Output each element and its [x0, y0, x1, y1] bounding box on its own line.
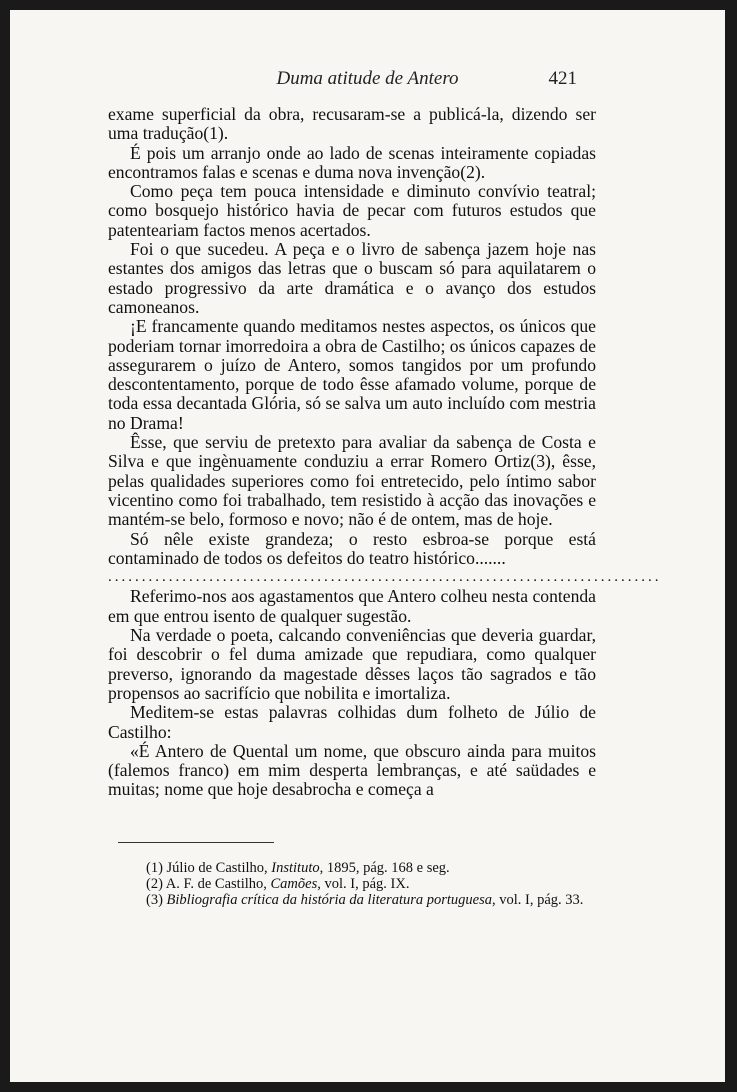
paragraph: Foi o que sucedeu. A peça e o livro de sabença jazem hoje nas estantes dos amigos das letras que o buscam só para aquilatarem o estado progressivo da arte dramática e o avanço dos estudos camoneanos.: [108, 239, 596, 317]
footnote: [118, 892, 596, 908]
paragraph: Meditem-se estas palavras colhidas dum folheto de Júlio de Castilho:: [108, 702, 596, 742]
paragraph: É pois um arranjo onde ao lado de scenas inteiramente copiadas encontramos falas e scenas e duma nova invenção(2).: [108, 142, 596, 182]
footnote-text: , vol. I, pág. 33.: [492, 892, 584, 908]
footnote-title: Instituto: [271, 860, 320, 876]
footnote-text: , vol. I, pág. IX.: [317, 876, 410, 892]
paragraph: Referimo-nos aos agastamentos que Antero colheu nesta contenda em que entrou isento de qualquer sugestão.: [108, 586, 596, 626]
footnote-rule: [118, 842, 274, 843]
footnote-title: Bibliografia crítica da história da literatura portuguesa: [166, 892, 492, 908]
ellipsis-line: ..................................................................................: [108, 569, 662, 586]
footnote: [118, 860, 596, 876]
footnote: [118, 876, 596, 892]
running-title: Duma atitude de Antero: [276, 68, 459, 89]
paragraph: Na verdade o poeta, calcando conveniências que deveria guardar, foi descobrir o fel duma amizade que repudiara, como qualquer preverso, ignorando da magestade dêsses laços tão sagrados e tão propensos ao sacrifício que nobilita e imortaliza.: [108, 625, 596, 703]
page-number: 421: [548, 68, 577, 89]
paragraph: Como peça tem pouca intensidade e diminuto convívio teatral; como bosquejo histórico havia de pecar com futuros estudos que patenteariam factos menos acertados.: [108, 181, 596, 240]
paragraph: exame superficial da obra, recusaram-se a publicá-la, dizendo ser uma tradução(1).: [108, 104, 596, 144]
footnote-text: , 1895, pág. 168 e seg.: [319, 860, 450, 876]
footnote-title: Camões: [270, 876, 318, 892]
body-text: [108, 104, 662, 800]
footnote-text: (3): [146, 892, 167, 908]
paragraph: «É Antero de Quental um nome, que obscuro ainda para muitos (falemos franco) em mim desperta lembranças, e até saüdades e muitas; nome que hoje desabrocha e começa a: [108, 740, 596, 800]
paragraph: Só nêle existe grandeza; o resto esbroa-se porque está contaminado de todos os defeitos do teatro histórico.......: [108, 528, 596, 568]
footnote-text: (2) A. F. de Castilho,: [146, 876, 271, 892]
running-head: [10, 68, 725, 92]
book-page: [10, 10, 725, 1082]
footnote-text: (1) Júlio de Castilho,: [146, 860, 272, 876]
paragraph: Êsse, que serviu de pretexto para avaliar da sabença de Costa e Silva e que ingènuamente conduziu a errar Romero Ortiz(3), êsse, pelas qualidades superiores como foi entretecido, pelo íntimo sabor vicentino como foi trabalhado, tem resistido à acção das inovações e mantém-se belo, formoso e novo; não é de ontem, mas de hoje.: [108, 432, 596, 530]
paragraph: ¡E francamente quando meditamos nestes aspectos, os únicos que poderiam tornar imorredoira a obra de Castilho; os únicos capazes de assegurarem o juízo de Antero, somos tangidos por um profundo descontentamento, porque de todo êsse afamado volume, porque de toda essa decantada Glória, só se salva um auto incluído com mestria no Drama!: [108, 316, 596, 433]
footnotes: [118, 860, 596, 908]
